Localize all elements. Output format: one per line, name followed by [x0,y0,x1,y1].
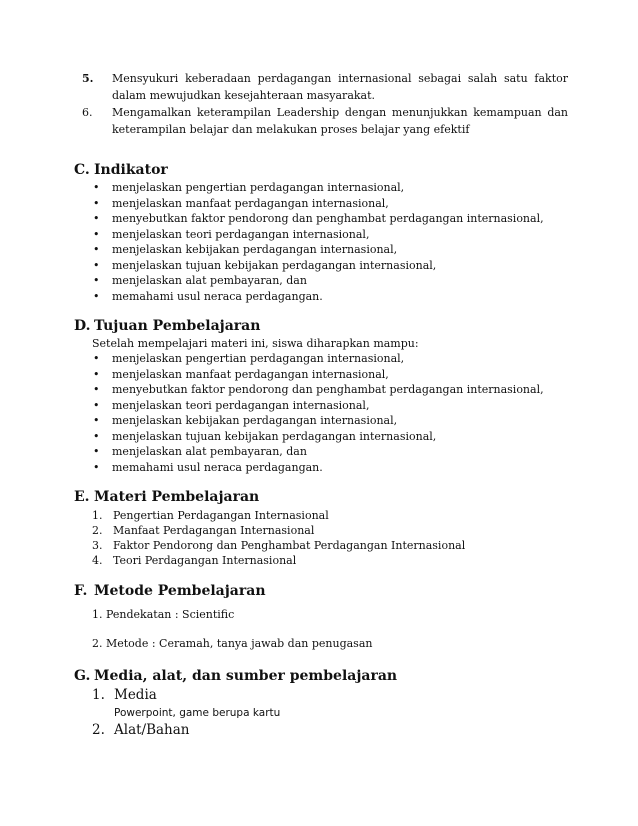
list-item [82,70,568,104]
item-number: 2. [92,722,105,738]
tujuan-intro: Setelah mempelajari materi ini, siswa diharapkan mampu: [92,337,419,350]
metode-item: 2. Metode : Ceramah, tanya jawab dan penugasan [92,637,373,650]
section-title: Media, alat, dan sumber pembelajaran [94,668,398,684]
list-item: • menjelaskan alat pembayaran, dan [93,274,307,287]
bullet-icon: • [93,460,100,474]
item-text: Mensyukuri keberadaan perdagangan internasional sebagai salah satu faktor dalam mewujudkan kesejahteraan masyarakat. [112,72,568,102]
list-item: 1. Pengertian Perdagangan Internasional [92,509,329,522]
list-item: 2. Manfaat Perdagangan Internasional [92,524,315,537]
section-heading-media: G. Media, alat, dan sumber pembelajaran [74,668,398,684]
alat-subheading: 2. Alat/Bahan [92,722,190,738]
list-item: • menjelaskan tujuan kebijakan perdagangan internasional, [93,258,437,272]
metode-item: 1. Pendekatan : Scientific [92,608,235,621]
bullet-icon: • [93,352,100,365]
item-number: 1. [92,687,105,703]
section-title: Indikator [94,162,168,178]
list-item: • menyebutkan faktor pendorong dan penghambat perdagangan internasional, [93,383,544,396]
list-item: 3. Faktor Pendorong dan Penghambat Perdagangan Internasional [92,539,466,552]
item-number: 2. [92,524,103,537]
list-item: • menjelaskan alat pembayaran, dan [93,445,307,458]
top-numbered-list [82,70,568,138]
list-item: • menjelaskan manfaat perdagangan internasional, [93,367,389,381]
list-item: • menjelaskan manfaat perdagangan internasional, [93,196,389,210]
bullet-icon: • [93,181,100,194]
list-item: • menjelaskan kebijakan perdagangan internasional, [93,414,398,427]
list-item: • memahami usul neraca perdagangan. [93,289,323,303]
bullet-icon: • [93,258,100,272]
bullet-icon: • [93,196,100,210]
bullet-icon: • [93,414,100,427]
list-item: • menyebutkan faktor pendorong dan penghambat perdagangan internasional, [93,212,544,225]
bullet-icon: • [93,398,100,412]
list-item: • menjelaskan pengertian perdagangan internasional, [93,352,405,365]
media-subheading: 1. Media [92,687,157,703]
section-heading-materi: E. Materi Pembelajaran [74,489,260,505]
list-item: • menjelaskan teori perdagangan internasional, [93,227,370,241]
item-number: 5. [82,72,94,85]
item-number: 6. [82,106,93,119]
bullet-icon: • [93,227,100,241]
section-heading-indikator: C. Indikator [74,162,168,178]
bullet-icon: • [93,367,100,381]
tujuan-list [90,351,544,475]
list-item: • menjelaskan pengertian perdagangan internasional, [93,181,405,194]
section-title: Metode Pembelajaran [94,583,266,599]
bullet-icon: • [93,429,100,443]
item-number: 1. [92,509,103,522]
bullet-icon: • [93,383,100,396]
list-item: • memahami usul neraca perdagangan. [93,460,323,474]
list-item [82,104,568,138]
item-number: 4. [92,554,103,567]
item-text: Mengamalkan keterampilan Leadership dengan menunjukkan kemampuan dan keterampilan belajar dan melakukan proses belajar yang efektif [112,106,568,136]
materi-list [92,508,465,568]
bullet-icon: • [93,289,100,303]
list-item: • menjelaskan kebijakan perdagangan internasional, [93,243,398,256]
bullet-icon: • [93,212,100,225]
bullet-icon: • [93,274,100,287]
indikator-list [90,180,544,304]
media-detail: Powerpoint, game berupa kartu [114,707,281,719]
list-item: • menjelaskan tujuan kebijakan perdagangan internasional, [93,429,437,443]
list-item: 4. Teori Perdagangan Internasional [92,554,297,567]
section-title: Tujuan Pembelajaran [94,318,261,334]
bullet-icon: • [93,243,100,256]
section-heading-tujuan: D. Tujuan Pembelajaran [74,318,261,334]
item-number: 3. [92,539,103,552]
bullet-icon: • [93,445,100,458]
list-item: • menjelaskan teori perdagangan internasional, [93,398,370,412]
section-heading-metode: F. Metode Pembelajaran [74,583,266,599]
section-title: Materi Pembelajaran [94,489,260,505]
